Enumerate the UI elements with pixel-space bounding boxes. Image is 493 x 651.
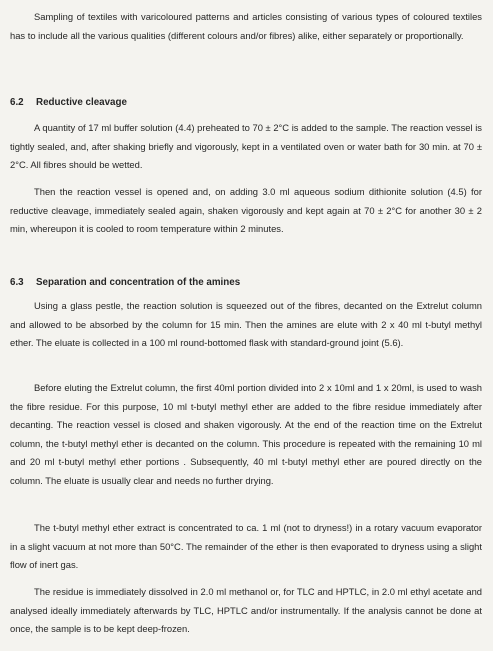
section-heading-separation <box>10 276 240 290</box>
section-number: 6.2 <box>10 97 24 108</box>
section-title: Reductive cleavage <box>36 97 127 108</box>
paragraph-glass-pestle: Using a glass pestle, the reaction solution is squeezed out of the fibres, decanted on the Extrelut column and allowed to be absorbed by the column for 15 min. Then the amines are elute with 2 x 40 ml t-butyl methyl ether. The eluate is collected in a 100 ml round-bottomed flask with standard-ground joint (5.6). <box>10 300 482 349</box>
paragraph-concentration: The t-butyl methyl ether extract is concentrated to ca. 1 ml (not to dryness!) in a rotary vacuum evaporator in a slight vacuum at not more than 50°C. The remainder of the ether is then evaporated to dryness using a slight flow of inert gas. <box>10 522 482 571</box>
paragraph-sampling: Sampling of textiles with varicoloured patterns and articles consisting of various types of coloured textiles has to include all the various qualities (different colours and/or fibres) alike, either separately or proportionally. <box>10 11 482 41</box>
paragraph-buffer-addition: A quantity of 17 ml buffer solution (4.4) preheated to 70 ± 2°C is added to the sample. The reaction vessel is tightly sealed, and, after shaking briefly and vigorously, kept in a ventilated oven or water bath for 30 min. at 70 ± 2°C. All fibres should be wetted. <box>10 122 482 171</box>
section-heading-reductive-cleavage <box>10 96 127 110</box>
paragraph-residue-dissolution: The residue is immediately dissolved in 2.0 ml methanol or, for TLC and HPTLC, in 2.0 ml ethyl acetate and analysed ideally immediately afterwards by TLC, HPTLC and/or instrumentally. If the analysis cannot be done at once, the sample is to be kept deep-frozen. <box>10 586 482 635</box>
section-title: Separation and concentration of the amines <box>36 277 241 288</box>
paragraph-extrelut-elution: Before eluting the Extrelut column, the first 40ml portion divided into 2 x 10ml and 1 x 20ml, is used to wash the fibre residue. For this purpose, 10 ml t-butyl methyl ether are added to the fibre residue immediately after decanting. The reaction vessel is closed and shaken vigorously. At the end of the reaction time on the Extrelut column, the t-butyl methyl ether is decanted on the column. This procedure is repeated with the remaining 10 ml and 20 ml t-butyl methyl ether portions . Subsequently, 40 ml t-butyl methyl ether are poured directly on the column. The eluate is usually clear and needs no further drying. <box>10 382 482 486</box>
section-number: 6.3 <box>10 277 24 288</box>
paragraph-reaction-vessel: Then the reaction vessel is opened and, on adding 3.0 ml aqueous sodium dithionite solution (4.5) for reductive cleavage, immediately sealed again, shaken vigorously and kept again at 70 ± 2°C for another 30 ± 2 min, whereupon it is cooled to room temperature within 2 minutes. <box>10 186 482 235</box>
